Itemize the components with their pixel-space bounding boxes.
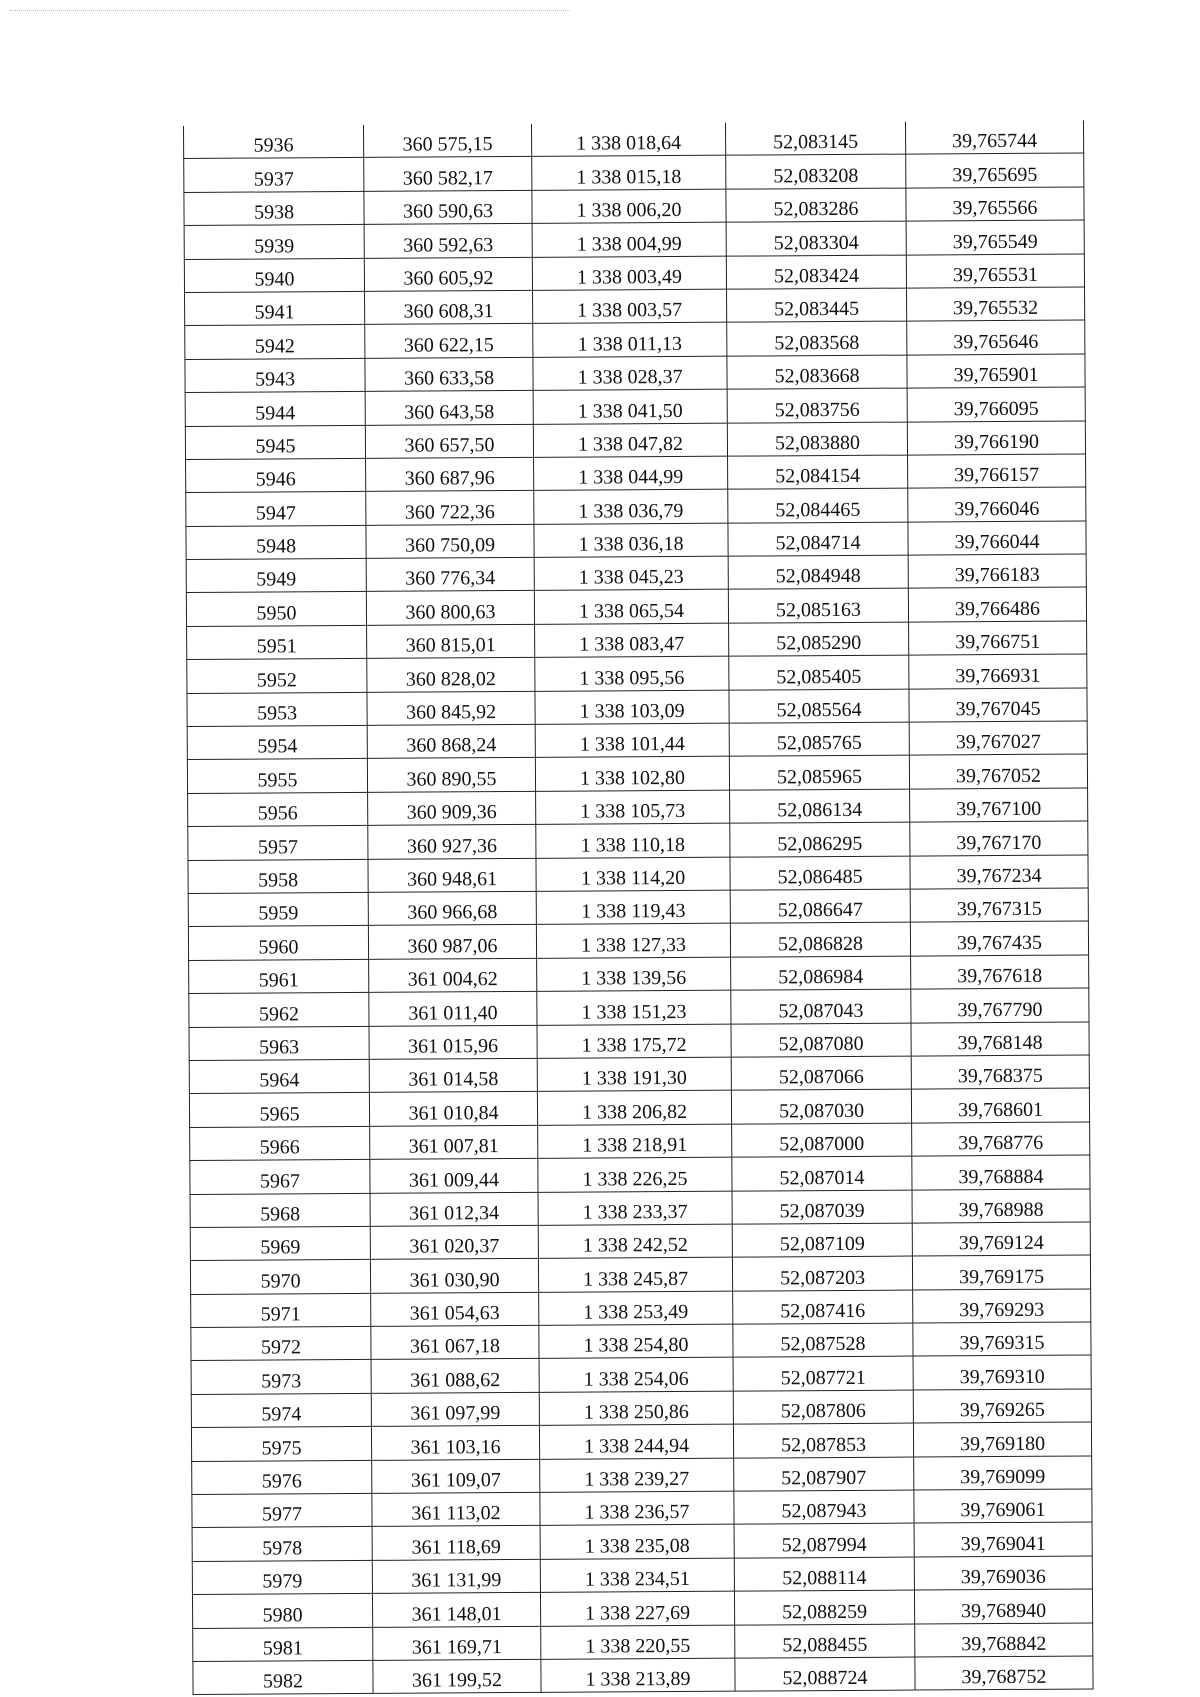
y-coordinate-cell: 1 338 065,54 bbox=[534, 590, 728, 625]
latitude-cell: 52,087030 bbox=[731, 1089, 911, 1123]
table-row bbox=[185, 287, 1085, 326]
latitude-cell: 52,087853 bbox=[733, 1423, 913, 1457]
x-coordinate-cell: 361 103,16 bbox=[371, 1426, 539, 1460]
table-row bbox=[185, 387, 1085, 426]
y-coordinate-cell: 1 338 175,72 bbox=[537, 1024, 731, 1059]
y-coordinate-cell: 1 338 234,51 bbox=[540, 1558, 734, 1593]
x-coordinate-cell: 360 608,31 bbox=[365, 290, 533, 324]
y-coordinate-cell: 1 338 036,79 bbox=[534, 489, 728, 524]
point-number-cell: 5981 bbox=[193, 1627, 373, 1661]
longitude-cell: 39,769265 bbox=[913, 1389, 1091, 1423]
x-coordinate-cell: 360 582,17 bbox=[364, 157, 532, 191]
point-number-cell: 5937 bbox=[184, 158, 364, 192]
longitude-cell: 39,769036 bbox=[914, 1556, 1092, 1590]
y-coordinate-cell: 1 338 004,99 bbox=[532, 222, 726, 257]
latitude-cell: 52,083145 bbox=[725, 122, 905, 156]
longitude-cell: 39,766486 bbox=[908, 587, 1086, 621]
table-row bbox=[187, 754, 1087, 793]
latitude-cell: 52,086295 bbox=[730, 822, 910, 856]
longitude-cell: 39,767790 bbox=[911, 988, 1089, 1022]
table-row bbox=[183, 120, 1083, 158]
point-number-cell: 5970 bbox=[190, 1260, 370, 1294]
latitude-cell: 52,087043 bbox=[731, 989, 911, 1023]
point-number-cell: 5936 bbox=[183, 125, 363, 159]
y-coordinate-cell: 1 338 213,89 bbox=[541, 1658, 735, 1693]
longitude-cell: 39,767052 bbox=[909, 754, 1087, 788]
y-coordinate-cell: 1 338 227,69 bbox=[540, 1591, 734, 1626]
point-number-cell: 5971 bbox=[191, 1293, 371, 1327]
latitude-cell: 52,087943 bbox=[734, 1490, 914, 1524]
latitude-cell: 52,086485 bbox=[730, 856, 910, 890]
latitude-cell: 52,087203 bbox=[732, 1256, 912, 1290]
y-coordinate-cell: 1 338 114,20 bbox=[536, 857, 730, 892]
point-number-cell: 5953 bbox=[187, 692, 367, 726]
table-row bbox=[186, 454, 1086, 493]
longitude-cell: 39,769180 bbox=[913, 1422, 1091, 1456]
y-coordinate-cell: 1 338 102,80 bbox=[535, 757, 729, 792]
x-coordinate-cell: 361 015,96 bbox=[369, 1025, 537, 1059]
table-row bbox=[187, 721, 1087, 760]
y-coordinate-cell: 1 338 041,50 bbox=[533, 389, 727, 424]
y-coordinate-cell: 1 338 018,64 bbox=[531, 123, 725, 157]
x-coordinate-cell: 361 054,63 bbox=[371, 1292, 539, 1326]
y-coordinate-cell: 1 338 047,82 bbox=[533, 423, 727, 458]
table-row bbox=[191, 1322, 1091, 1361]
table-row bbox=[192, 1556, 1092, 1595]
point-number-cell: 5960 bbox=[188, 926, 368, 960]
latitude-cell: 52,087994 bbox=[734, 1523, 914, 1557]
x-coordinate-cell: 361 131,99 bbox=[372, 1559, 540, 1593]
table-row bbox=[186, 487, 1086, 526]
y-coordinate-cell: 1 338 139,56 bbox=[537, 957, 731, 992]
point-number-cell: 5952 bbox=[187, 659, 367, 693]
x-coordinate-cell: 361 030,90 bbox=[370, 1259, 538, 1293]
point-number-cell: 5975 bbox=[191, 1427, 371, 1461]
longitude-cell: 39,769099 bbox=[914, 1456, 1092, 1490]
longitude-cell: 39,766095 bbox=[907, 387, 1085, 421]
point-number-cell: 5962 bbox=[189, 993, 369, 1027]
table-row bbox=[189, 1022, 1089, 1061]
y-coordinate-cell: 1 338 254,06 bbox=[539, 1358, 733, 1393]
y-coordinate-cell: 1 338 015,18 bbox=[532, 156, 726, 191]
x-coordinate-cell: 361 097,99 bbox=[371, 1392, 539, 1426]
point-number-cell: 5961 bbox=[189, 959, 369, 993]
point-number-cell: 5949 bbox=[186, 558, 366, 592]
x-coordinate-cell: 360 815,01 bbox=[367, 624, 535, 658]
latitude-cell: 52,085405 bbox=[729, 655, 909, 689]
point-number-cell: 5943 bbox=[185, 358, 365, 392]
longitude-cell: 39,769293 bbox=[913, 1289, 1091, 1323]
table-row bbox=[189, 1055, 1089, 1094]
latitude-cell: 52,084714 bbox=[728, 522, 908, 556]
point-number-cell: 5976 bbox=[192, 1460, 372, 1494]
latitude-cell: 52,088455 bbox=[735, 1624, 915, 1658]
y-coordinate-cell: 1 338 011,13 bbox=[533, 323, 727, 358]
x-coordinate-cell: 360 643,58 bbox=[365, 390, 533, 424]
point-number-cell: 5977 bbox=[192, 1493, 372, 1527]
latitude-cell: 52,083880 bbox=[727, 422, 907, 456]
point-number-cell: 5968 bbox=[190, 1193, 370, 1227]
table-row bbox=[188, 821, 1088, 860]
y-coordinate-cell: 1 338 242,52 bbox=[538, 1224, 732, 1259]
point-number-cell: 5945 bbox=[185, 425, 365, 459]
longitude-cell: 39,765646 bbox=[907, 320, 1085, 354]
longitude-cell: 39,766044 bbox=[908, 521, 1086, 555]
y-coordinate-cell: 1 338 003,57 bbox=[533, 289, 727, 324]
point-number-cell: 5938 bbox=[184, 191, 364, 225]
table-row bbox=[184, 254, 1084, 293]
x-coordinate-cell: 361 199,52 bbox=[373, 1659, 541, 1693]
y-coordinate-cell: 1 338 245,87 bbox=[538, 1257, 732, 1292]
latitude-cell: 52,083445 bbox=[727, 288, 907, 322]
longitude-cell: 39,769061 bbox=[914, 1489, 1092, 1523]
point-number-cell: 5940 bbox=[184, 258, 364, 292]
point-number-cell: 5965 bbox=[189, 1093, 369, 1127]
y-coordinate-cell: 1 338 110,18 bbox=[536, 823, 730, 858]
longitude-cell: 39,769315 bbox=[913, 1322, 1091, 1356]
point-number-cell: 5948 bbox=[186, 525, 366, 559]
latitude-cell: 52,083424 bbox=[726, 255, 906, 289]
y-coordinate-cell: 1 338 233,37 bbox=[538, 1191, 732, 1226]
coordinates-table-body bbox=[183, 120, 1093, 1694]
table-row bbox=[192, 1589, 1092, 1628]
latitude-cell: 52,083286 bbox=[726, 188, 906, 222]
table-row bbox=[185, 421, 1085, 460]
longitude-cell: 39,766183 bbox=[908, 554, 1086, 588]
table-row bbox=[191, 1289, 1091, 1328]
y-coordinate-cell: 1 338 244,94 bbox=[539, 1424, 733, 1459]
longitude-cell: 39,769310 bbox=[913, 1355, 1091, 1389]
y-coordinate-cell: 1 338 006,20 bbox=[532, 189, 726, 224]
table-row bbox=[190, 1222, 1090, 1261]
latitude-cell: 52,087080 bbox=[731, 1023, 911, 1057]
latitude-cell: 52,087528 bbox=[733, 1323, 913, 1357]
table-row bbox=[184, 220, 1084, 259]
longitude-cell: 39,767045 bbox=[909, 688, 1087, 722]
longitude-cell: 39,765531 bbox=[906, 254, 1084, 288]
table-row bbox=[189, 1088, 1089, 1127]
table-row bbox=[186, 587, 1086, 626]
latitude-cell: 52,088114 bbox=[734, 1557, 914, 1591]
latitude-cell: 52,085765 bbox=[729, 722, 909, 756]
latitude-cell: 52,085965 bbox=[729, 755, 909, 789]
y-coordinate-cell: 1 338 101,44 bbox=[535, 723, 729, 758]
longitude-cell: 39,768940 bbox=[914, 1589, 1092, 1623]
coordinates-table bbox=[183, 120, 1094, 1695]
point-number-cell: 5982 bbox=[193, 1660, 373, 1694]
table-row bbox=[190, 1155, 1090, 1194]
y-coordinate-cell: 1 338 127,33 bbox=[536, 924, 730, 959]
x-coordinate-cell: 361 010,84 bbox=[369, 1092, 537, 1126]
latitude-cell: 52,087806 bbox=[733, 1390, 913, 1424]
x-coordinate-cell: 360 800,63 bbox=[366, 591, 534, 625]
longitude-cell: 39,769041 bbox=[914, 1522, 1092, 1556]
y-coordinate-cell: 1 338 239,27 bbox=[540, 1458, 734, 1493]
x-coordinate-cell: 360 657,50 bbox=[365, 424, 533, 458]
table-row bbox=[185, 320, 1085, 359]
x-coordinate-cell: 360 948,61 bbox=[368, 858, 536, 892]
table-row bbox=[186, 554, 1086, 593]
table-row bbox=[189, 955, 1089, 994]
x-coordinate-cell: 361 004,62 bbox=[369, 958, 537, 992]
latitude-cell: 52,083568 bbox=[727, 321, 907, 355]
longitude-cell: 39,766190 bbox=[907, 421, 1085, 455]
latitude-cell: 52,085163 bbox=[728, 589, 908, 623]
latitude-cell: 52,083304 bbox=[726, 221, 906, 255]
point-number-cell: 5939 bbox=[184, 225, 364, 259]
point-number-cell: 5979 bbox=[192, 1560, 372, 1594]
table-row bbox=[191, 1389, 1091, 1428]
latitude-cell: 52,086134 bbox=[730, 789, 910, 823]
point-number-cell: 5944 bbox=[185, 392, 365, 426]
point-number-cell: 5974 bbox=[191, 1393, 371, 1427]
table-row bbox=[191, 1422, 1091, 1461]
longitude-cell: 39,765549 bbox=[906, 220, 1084, 254]
longitude-cell: 39,765566 bbox=[906, 187, 1084, 221]
point-number-cell: 5942 bbox=[185, 325, 365, 359]
longitude-cell: 39,767170 bbox=[910, 821, 1088, 855]
x-coordinate-cell: 360 909,36 bbox=[368, 791, 536, 825]
x-coordinate-cell: 361 148,01 bbox=[372, 1593, 540, 1627]
table-row bbox=[184, 153, 1084, 192]
longitude-cell: 39,767100 bbox=[910, 788, 1088, 822]
table-row bbox=[187, 621, 1087, 660]
latitude-cell: 52,086984 bbox=[731, 956, 911, 990]
y-coordinate-cell: 1 338 206,82 bbox=[537, 1090, 731, 1125]
x-coordinate-cell: 361 014,58 bbox=[369, 1058, 537, 1092]
point-number-cell: 5966 bbox=[190, 1126, 370, 1160]
longitude-cell: 39,768776 bbox=[912, 1122, 1090, 1156]
y-coordinate-cell: 1 338 236,57 bbox=[540, 1491, 734, 1526]
table-row bbox=[190, 1188, 1090, 1227]
table-row bbox=[192, 1489, 1092, 1528]
table-row bbox=[191, 1355, 1091, 1394]
x-coordinate-cell: 360 966,68 bbox=[368, 891, 536, 925]
point-number-cell: 5980 bbox=[192, 1594, 372, 1628]
y-coordinate-cell: 1 338 254,80 bbox=[539, 1324, 733, 1359]
latitude-cell: 52,088724 bbox=[735, 1657, 915, 1691]
longitude-cell: 39,769124 bbox=[912, 1222, 1090, 1256]
table-row bbox=[188, 921, 1088, 960]
longitude-cell: 39,765695 bbox=[906, 153, 1084, 187]
x-coordinate-cell: 360 592,63 bbox=[364, 224, 532, 258]
y-coordinate-cell: 1 338 235,08 bbox=[540, 1525, 734, 1560]
point-number-cell: 5955 bbox=[187, 759, 367, 793]
point-number-cell: 5947 bbox=[186, 492, 366, 526]
table-row bbox=[193, 1623, 1093, 1662]
point-number-cell: 5969 bbox=[190, 1226, 370, 1260]
point-number-cell: 5963 bbox=[189, 1026, 369, 1060]
y-coordinate-cell: 1 338 253,49 bbox=[539, 1291, 733, 1326]
latitude-cell: 52,087416 bbox=[733, 1290, 913, 1324]
longitude-cell: 39,769175 bbox=[912, 1255, 1090, 1289]
table-row bbox=[185, 354, 1085, 393]
x-coordinate-cell: 360 845,92 bbox=[367, 691, 535, 725]
longitude-cell: 39,768988 bbox=[912, 1188, 1090, 1222]
x-coordinate-cell: 360 890,55 bbox=[367, 758, 535, 792]
longitude-cell: 39,768375 bbox=[911, 1055, 1089, 1089]
longitude-cell: 39,768752 bbox=[915, 1656, 1093, 1690]
latitude-cell: 52,084154 bbox=[728, 455, 908, 489]
y-coordinate-cell: 1 338 083,47 bbox=[535, 623, 729, 658]
table-row bbox=[188, 888, 1088, 927]
latitude-cell: 52,086828 bbox=[730, 922, 910, 956]
y-coordinate-cell: 1 338 119,43 bbox=[536, 890, 730, 925]
y-coordinate-cell: 1 338 095,56 bbox=[535, 656, 729, 691]
longitude-cell: 39,768601 bbox=[911, 1088, 1089, 1122]
latitude-cell: 52,087109 bbox=[732, 1223, 912, 1257]
latitude-cell: 52,084465 bbox=[728, 488, 908, 522]
longitude-cell: 39,767435 bbox=[910, 921, 1088, 955]
longitude-cell: 39,768884 bbox=[912, 1155, 1090, 1189]
longitude-cell: 39,767618 bbox=[911, 955, 1089, 989]
longitude-cell: 39,767234 bbox=[910, 855, 1088, 889]
x-coordinate-cell: 361 113,02 bbox=[372, 1492, 540, 1526]
x-coordinate-cell: 360 987,06 bbox=[368, 925, 536, 959]
latitude-cell: 52,086647 bbox=[730, 889, 910, 923]
table-row bbox=[192, 1456, 1092, 1495]
point-number-cell: 5946 bbox=[186, 458, 366, 492]
x-coordinate-cell: 361 011,40 bbox=[369, 992, 537, 1026]
y-coordinate-cell: 1 338 003,49 bbox=[532, 256, 726, 291]
x-coordinate-cell: 360 868,24 bbox=[367, 724, 535, 758]
x-coordinate-cell: 360 590,63 bbox=[364, 190, 532, 224]
point-number-cell: 5967 bbox=[190, 1159, 370, 1193]
table-row bbox=[186, 521, 1086, 560]
point-number-cell: 5954 bbox=[187, 725, 367, 759]
latitude-cell: 52,087907 bbox=[734, 1457, 914, 1491]
x-coordinate-cell: 360 687,96 bbox=[366, 457, 534, 491]
x-coordinate-cell: 360 605,92 bbox=[364, 257, 532, 291]
x-coordinate-cell: 360 622,15 bbox=[365, 324, 533, 358]
latitude-cell: 52,083208 bbox=[726, 154, 906, 188]
point-number-cell: 5956 bbox=[188, 792, 368, 826]
point-number-cell: 5959 bbox=[188, 892, 368, 926]
latitude-cell: 52,087039 bbox=[732, 1190, 912, 1224]
x-coordinate-cell: 361 169,71 bbox=[373, 1626, 541, 1660]
x-coordinate-cell: 360 575,15 bbox=[363, 124, 531, 158]
x-coordinate-cell: 360 776,34 bbox=[366, 557, 534, 591]
y-coordinate-cell: 1 338 226,25 bbox=[538, 1157, 732, 1192]
x-coordinate-cell: 360 722,36 bbox=[366, 491, 534, 525]
y-coordinate-cell: 1 338 220,55 bbox=[541, 1625, 735, 1660]
longitude-cell: 39,765744 bbox=[905, 120, 1083, 154]
latitude-cell: 52,083668 bbox=[727, 355, 907, 389]
x-coordinate-cell: 360 750,09 bbox=[366, 524, 534, 558]
longitude-cell: 39,768842 bbox=[915, 1623, 1093, 1657]
x-coordinate-cell: 360 828,02 bbox=[367, 658, 535, 692]
latitude-cell: 52,087000 bbox=[732, 1123, 912, 1157]
table-row bbox=[188, 855, 1088, 894]
x-coordinate-cell: 360 927,36 bbox=[368, 825, 536, 859]
table-row bbox=[190, 1255, 1090, 1294]
x-coordinate-cell: 360 633,58 bbox=[365, 357, 533, 391]
y-coordinate-cell: 1 338 044,99 bbox=[534, 456, 728, 491]
scan-edge-artifact bbox=[10, 10, 570, 11]
y-coordinate-cell: 1 338 218,91 bbox=[538, 1124, 732, 1159]
latitude-cell: 52,087014 bbox=[732, 1156, 912, 1190]
latitude-cell: 52,088259 bbox=[734, 1590, 914, 1624]
longitude-cell: 39,766046 bbox=[908, 487, 1086, 521]
y-coordinate-cell: 1 338 028,37 bbox=[533, 356, 727, 391]
table-row bbox=[193, 1656, 1093, 1695]
latitude-cell: 52,087721 bbox=[733, 1357, 913, 1391]
x-coordinate-cell: 361 118,69 bbox=[372, 1526, 540, 1560]
x-coordinate-cell: 361 088,62 bbox=[371, 1359, 539, 1393]
latitude-cell: 52,085290 bbox=[729, 622, 909, 656]
point-number-cell: 5941 bbox=[185, 291, 365, 325]
y-coordinate-cell: 1 338 105,73 bbox=[536, 790, 730, 825]
y-coordinate-cell: 1 338 250,86 bbox=[539, 1391, 733, 1426]
x-coordinate-cell: 361 012,34 bbox=[370, 1192, 538, 1226]
latitude-cell: 52,085564 bbox=[729, 689, 909, 723]
x-coordinate-cell: 361 109,07 bbox=[372, 1459, 540, 1493]
x-coordinate-cell: 361 020,37 bbox=[370, 1225, 538, 1259]
document-page bbox=[183, 121, 1093, 1696]
table-row bbox=[187, 688, 1087, 727]
point-number-cell: 5972 bbox=[191, 1326, 371, 1360]
longitude-cell: 39,766157 bbox=[908, 454, 1086, 488]
longitude-cell: 39,765532 bbox=[907, 287, 1085, 321]
y-coordinate-cell: 1 338 191,30 bbox=[537, 1057, 731, 1092]
point-number-cell: 5964 bbox=[189, 1059, 369, 1093]
longitude-cell: 39,767027 bbox=[909, 721, 1087, 755]
point-number-cell: 5957 bbox=[188, 826, 368, 860]
point-number-cell: 5958 bbox=[188, 859, 368, 893]
latitude-cell: 52,087066 bbox=[731, 1056, 911, 1090]
point-number-cell: 5951 bbox=[187, 625, 367, 659]
y-coordinate-cell: 1 338 151,23 bbox=[537, 990, 731, 1025]
point-number-cell: 5973 bbox=[191, 1360, 371, 1394]
table-row bbox=[188, 788, 1088, 827]
latitude-cell: 52,083756 bbox=[727, 388, 907, 422]
x-coordinate-cell: 361 007,81 bbox=[370, 1125, 538, 1159]
table-row bbox=[192, 1522, 1092, 1561]
x-coordinate-cell: 361 009,44 bbox=[370, 1158, 538, 1192]
longitude-cell: 39,767315 bbox=[910, 888, 1088, 922]
table-row bbox=[189, 988, 1089, 1027]
y-coordinate-cell: 1 338 036,18 bbox=[534, 523, 728, 558]
y-coordinate-cell: 1 338 103,09 bbox=[535, 690, 729, 725]
longitude-cell: 39,766751 bbox=[909, 621, 1087, 655]
y-coordinate-cell: 1 338 045,23 bbox=[534, 556, 728, 591]
longitude-cell: 39,766931 bbox=[909, 654, 1087, 688]
table-row bbox=[187, 654, 1087, 693]
latitude-cell: 52,084948 bbox=[728, 555, 908, 589]
table-row bbox=[184, 187, 1084, 226]
point-number-cell: 5978 bbox=[192, 1527, 372, 1561]
point-number-cell: 5950 bbox=[186, 592, 366, 626]
longitude-cell: 39,765901 bbox=[907, 354, 1085, 388]
x-coordinate-cell: 361 067,18 bbox=[371, 1325, 539, 1359]
longitude-cell: 39,768148 bbox=[911, 1022, 1089, 1056]
table-row bbox=[190, 1122, 1090, 1161]
